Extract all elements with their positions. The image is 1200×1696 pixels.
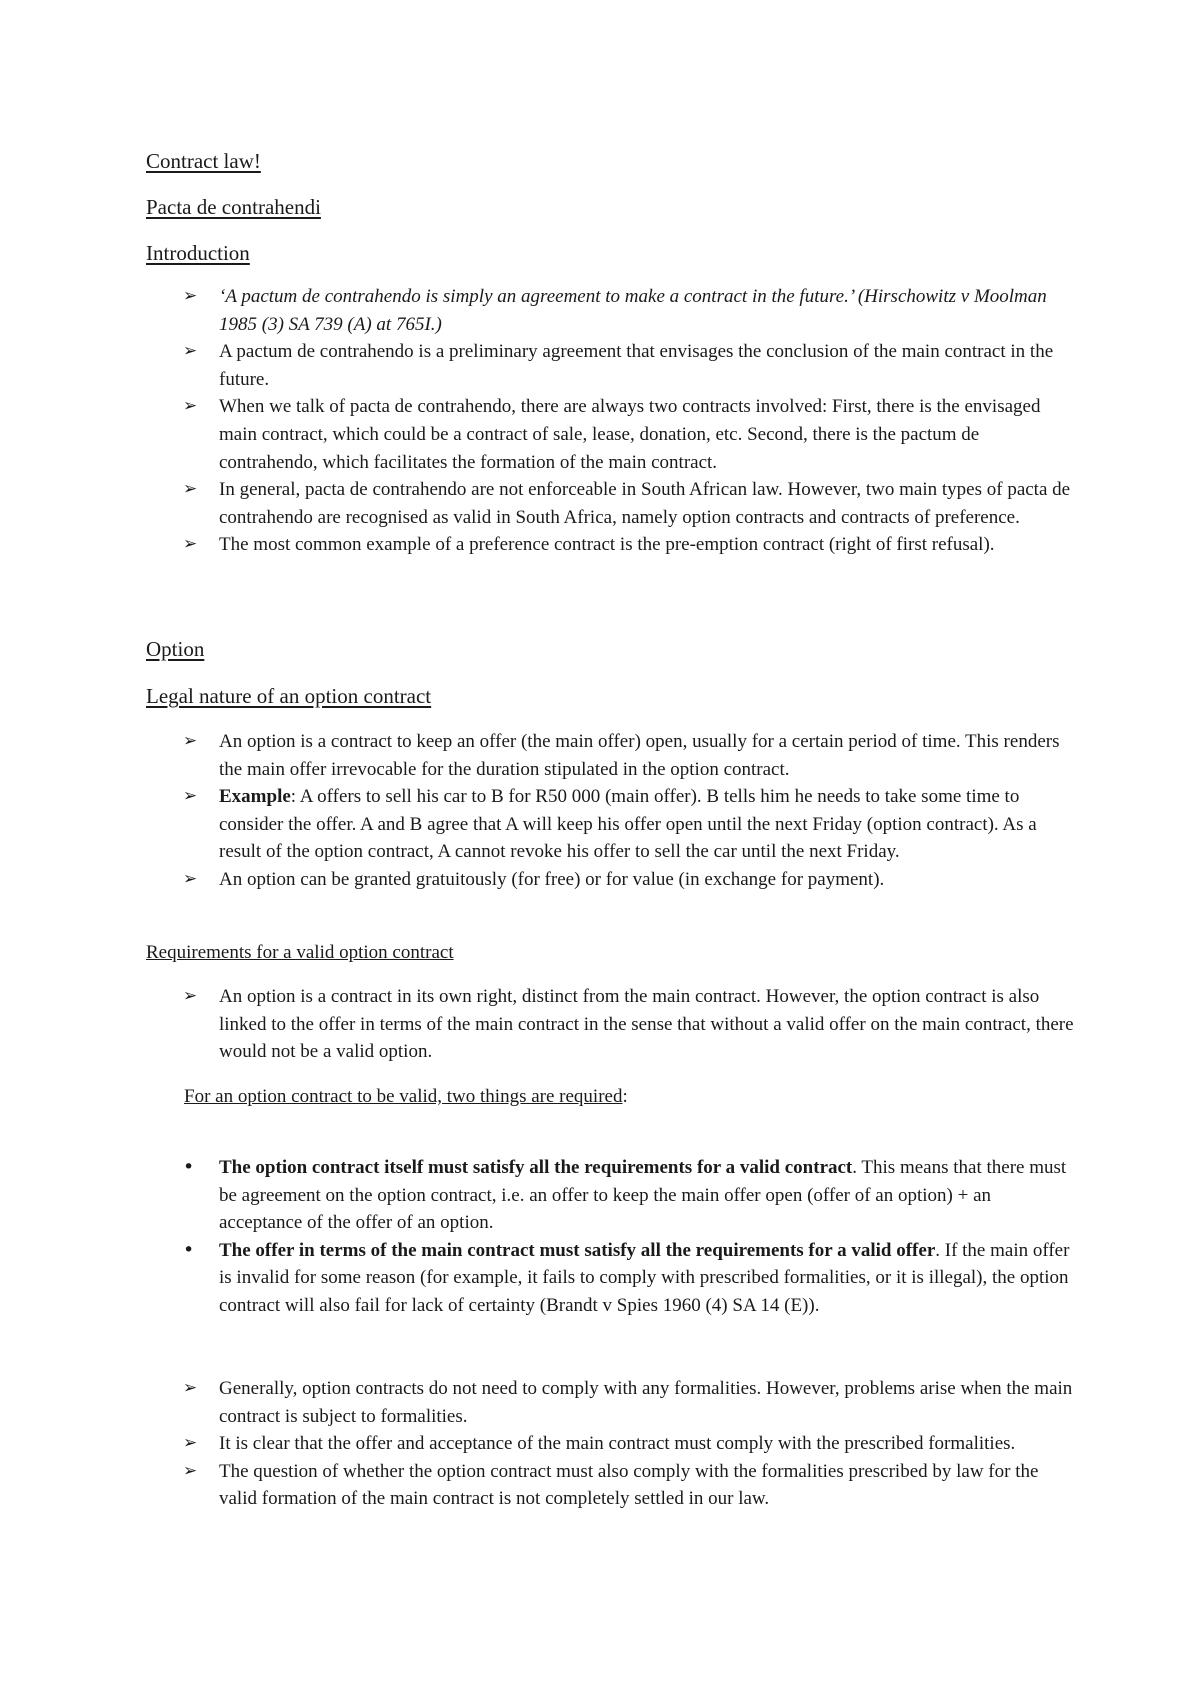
list-item: [0, 1154, 1079, 1237]
arrow-bullet-icon: ➢: [183, 731, 198, 751]
arrow-bullet-icon: ➢: [183, 534, 198, 555]
requirements-lead: [184, 1085, 628, 1109]
round-bullet-icon: •: [183, 1238, 195, 1261]
list-item-text: An option can be granted gratuitously (for free) or for value (in exchange for payment).: [219, 868, 885, 890]
option-heading: Option: [146, 637, 205, 661]
option-list: [0, 728, 1079, 894]
topic-heading: Pacta de contrahendi: [146, 195, 321, 219]
list-item: [0, 983, 1079, 1066]
list-item-text: A pactum de contrahendo is a preliminary agreement that envisages the conclusion of the main contract in the future.: [219, 341, 1054, 390]
list-item: [0, 283, 1079, 338]
introduction-list: [0, 283, 1079, 559]
arrow-bullet-icon: ➢: [183, 341, 198, 362]
list-item-text: : A offers to sell his car to B for R50 000 (main offer). B tells him he needs to take some time to consider the offer. A and B agree that A will keep his offer open until the next Friday (option contract). As a result of the option contract, A cannot revoke his offer to sell the car until the next Friday.: [219, 786, 1037, 863]
arrow-bullet-icon: ➢: [183, 396, 198, 417]
arrow-bullet-icon: ➢: [183, 1433, 198, 1454]
arrow-bullet-icon: ➢: [183, 286, 198, 306]
list-item: [0, 728, 1079, 783]
list-item: [0, 338, 1079, 393]
list-item: [0, 866, 1079, 894]
list-item: [0, 1237, 1079, 1320]
introduction-heading: Introduction: [146, 241, 250, 265]
round-bullet-icon: •: [183, 1156, 195, 1178]
list-item: [0, 476, 1079, 531]
requirements-heading: Requirements for a valid option contract: [146, 942, 454, 963]
arrow-bullet-icon: ➢: [183, 786, 198, 807]
list-item: [0, 1375, 1079, 1430]
list-item-text: The question of whether the option contract must also comply with the formalities prescribed by law for the valid formation of the main contract is not completely settled in our law.: [219, 1460, 1039, 1510]
list-item-text: When we talk of pacta de contrahendo, there are always two contracts involved: First, there is the envisaged main contract, which could be a contract of sale, lease, donation, etc. Second, there is the pactum de contrahendo, which facilitates the formation of the main contract.: [219, 396, 1041, 473]
document-title: Contract law!: [146, 149, 261, 173]
legal-nature-heading: Legal nature of an option contract: [146, 684, 432, 708]
list-item-text: An option is a contract in its own right, distinct from the main contract. However, the option contract is also linked to the offer in terms of the main contract in the sense that without a valid offer on the main contract, there would not be a valid option.: [219, 986, 1074, 1063]
conditions-list: [0, 1154, 1079, 1320]
arrow-bullet-icon: ➢: [183, 986, 198, 1006]
formalities-list: [0, 1375, 1079, 1513]
list-item-text: The most common example of a preference contract is the pre-emption contract (right of first refusal).: [219, 534, 995, 556]
list-item-text: It is clear that the offer and acceptance of the main contract must comply with the prescribed formalities.: [219, 1433, 1016, 1455]
arrow-bullet-icon: ➢: [183, 1460, 198, 1481]
list-item-text: In general, pacta de contrahendo are not enforceable in South African law. However, two main types of pacta de contrahendo are recognised as valid in South Africa, namely option contracts and contracts of preference.: [219, 479, 1071, 528]
list-item-text: . If the main offer is invalid for some reason (for example, it fails to comply with prescribed formalities, or it is illegal), the option contract will also fail for lack of certainty (Brandt v Spies 1960 (4) SA 14 (E)).: [219, 1239, 1070, 1316]
condition-bold: The option contract itself must satisfy all the requirements for a valid contract: [219, 1157, 853, 1178]
example-label: Example: [219, 786, 291, 808]
condition-bold: The offer in terms of the main contract must satisfy all the requirements for a valid offer: [219, 1239, 936, 1261]
list-item: [0, 393, 1079, 476]
arrow-bullet-icon: ➢: [183, 1378, 198, 1398]
arrow-bullet-icon: ➢: [183, 479, 198, 500]
list-item: [0, 531, 1079, 559]
quote-text: ‘A pactum de contrahendo is simply an agreement to make a contract in the future.’ (Hirschowitz v Moolman 1985 (3) SA 739 (A) at 765I.): [219, 286, 1047, 335]
list-item: [0, 1430, 1079, 1458]
arrow-bullet-icon: ➢: [183, 868, 198, 889]
requirements-lead-text: For an option contract to be valid, two things are required: [184, 1086, 623, 1107]
list-item-text: An option is a contract to keep an offer (the main offer) open, usually for a certain period of time. This renders the main offer irrevocable for the duration stipulated in the option contract.: [219, 731, 1060, 780]
requirements-lead-colon: :: [622, 1086, 628, 1107]
requirements-list: [0, 983, 1079, 1066]
list-item: [0, 783, 1079, 866]
list-item: [0, 1458, 1079, 1513]
list-item-text: Generally, option contracts do not need to comply with any formalities. However, problems arise when the main contract is subject to formalities.: [219, 1378, 1073, 1427]
list-item-text: . This means that there must be agreement on the option contract, i.e. an offer to keep the main offer open (offer of an option) + an acceptance of the offer of an option.: [219, 1157, 1067, 1234]
